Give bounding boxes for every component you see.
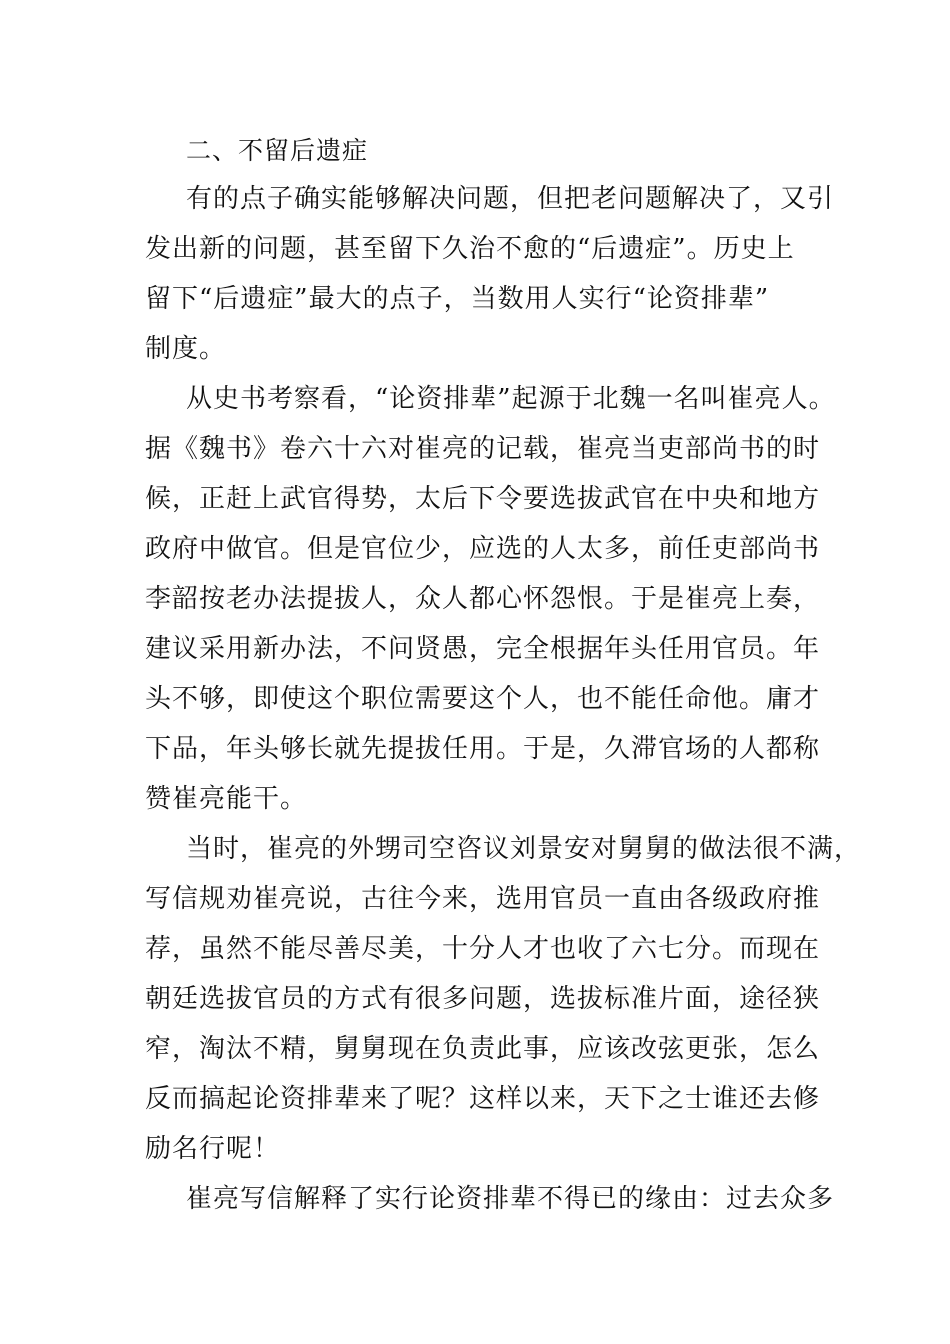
paragraph-4-line-1: 崔亮写信解释了实行论资排辈不得已的缘由：过去众多	[186, 1184, 835, 1214]
paragraph-3-line-7: 励名行呢！	[145, 1134, 281, 1164]
paragraph-3-line-2: 写信规劝崔亮说，古往今来，选用官员一直由各级政府推	[145, 884, 821, 914]
paragraph-2-line-7: 头不够，即使这个职位需要这个人，也不能任命他。庸才	[145, 684, 821, 714]
paragraph-2-line-6: 建议采用新办法，不问贤愚，完全根据年头任用官员。年	[145, 634, 821, 664]
paragraph-3-line-1: 当时，崔亮的外甥司空咨议刘景安对舅舅的做法很不满，	[186, 834, 862, 864]
paragraph-1-line-3: 留下“后遗症”最大的点子，当数用人实行“论资排辈”	[145, 284, 770, 314]
section-heading: 二、不留后遗症	[186, 136, 369, 165]
paragraph-3-line-5: 窄，淘汰不精，舅舅现在负责此事，应该改弦更张，怎么	[145, 1034, 821, 1064]
paragraph-1-line-1: 有的点子确实能够解决问题，但把老问题解决了，又引	[186, 184, 835, 214]
paragraph-2-line-9: 赞崔亮能干。	[145, 784, 308, 814]
paragraph-3-line-6: 反而搞起论资排辈来了呢？这样以来，天下之士谁还去修	[145, 1084, 821, 1114]
paragraph-3-line-4: 朝廷选拔官员的方式有很多问题，选拔标准片面，途径狭	[145, 984, 821, 1014]
paragraph-3-line-3: 荐，虽然不能尽善尽美，十分人才也收了六七分。而现在	[145, 934, 821, 964]
paragraph-1-line-2: 发出新的问题，甚至留下久治不愈的“后遗症”。历史上	[145, 234, 795, 264]
paragraph-2-line-2: 据《魏书》卷六十六对崔亮的记载，崔亮当吏部尚书的时	[145, 434, 821, 464]
paragraph-1-line-4: 制度。	[145, 334, 227, 364]
paragraph-2-line-4: 政府中做官。但是官位少，应选的人太多，前任吏部尚书	[145, 534, 821, 564]
paragraph-2-line-1: 从史书考察看，“论资排辈”起源于北魏一名叫崔亮人。	[186, 384, 836, 414]
paragraph-2-line-5: 李韶按老办法提拔人，众人都心怀怨恨。于是崔亮上奏，	[145, 584, 821, 614]
paragraph-2-line-3: 候，正赶上武官得势，太后下令要选拔武官在中央和地方	[145, 484, 821, 514]
paragraph-2-line-8: 下品，年头够长就先提拔任用。于是，久滞官场的人都称	[145, 734, 821, 764]
